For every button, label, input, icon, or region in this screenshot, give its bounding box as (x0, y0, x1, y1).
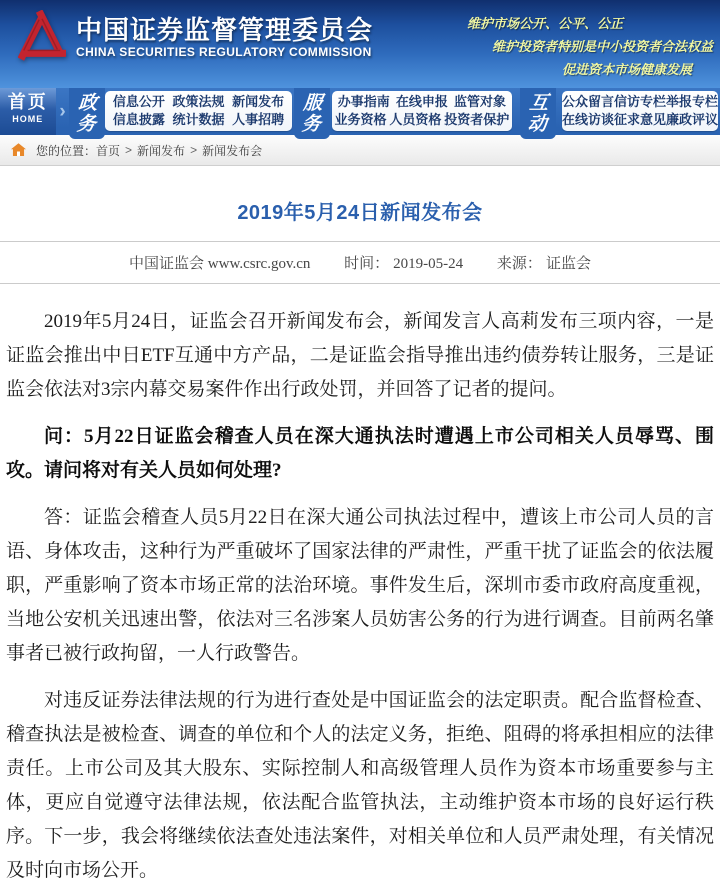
nav-item-recruitment[interactable]: 人事招聘 (232, 112, 285, 127)
slogan-line: 维护市场公开、公平、公正 (466, 16, 623, 31)
nav-item-policies-regulations[interactable]: 政策法规 (172, 94, 225, 109)
paragraph-closing: 对违反证券法律法规的行为进行查处是中国证监会的法定职责。配合监督检查、稽查执法是被检查、调查的单位和个人的法定义务，拒绝、阻碍的将承担相应的法律责任。上市公司及其大股东、实际控制人和高级管理人员作为资本市场重要参与主体，更应自觉遵守法律法规，依法配合监管执法，主动维护资本市场的良好运行秩序。下一步，我会将继续依法查处违法案件，对相关单位和人员严肃处理，有关情况及时向市场公开。 (6, 690, 714, 881)
slogan-line: 促进资本市场健康发展 (561, 62, 692, 77)
paragraph-intro: 2019年5月24日，证监会召开新闻发布会，新闻发言人高莉发布三项内容，一是证监会推出中日ETF互通中方产品，二是证监会指导推出违约债券转让服务，三是证监会依法对3宗内幕交易案件作出行政处罚，并回答了记者的提问。 (6, 311, 714, 400)
slogan-line: 维护投资者特别是中小投资者合法权益 (491, 39, 713, 54)
header-slogans (390, 12, 720, 81)
site-header (0, 0, 720, 88)
nav-tab-label: 政务 (76, 92, 99, 135)
breadcrumb-current-page: 新闻发布会 (202, 143, 263, 158)
nav-item-online-interview[interactable]: 在线访谈 (561, 112, 614, 127)
meta-time-value: 2019-05-24 (393, 256, 464, 272)
nav-tab-label: 互动 (527, 92, 550, 135)
chevron-right-icon: › (59, 101, 66, 122)
nav-item-online-filing[interactable]: 在线申报 (395, 94, 448, 109)
article (0, 166, 720, 888)
meta-source-value: 证监会 (545, 256, 591, 272)
meta-source-label: 来源： (496, 256, 542, 272)
nav-item-investor-protection[interactable]: 投资者保护 (444, 112, 510, 127)
nav-group-services (332, 91, 513, 131)
meta-site: 中国证监会 www.csrc.gov.cn (129, 256, 311, 272)
nav-item-service-guide[interactable]: 办事指南 (337, 94, 390, 109)
nav-item-statistics[interactable]: 统计数据 (172, 112, 225, 127)
org-name-cn: 中国证券监督管理委员会 (76, 15, 374, 45)
breadcrumb-news-release-link[interactable]: 新闻发布 (137, 143, 186, 158)
nav-home-label-en: HOME (12, 114, 44, 124)
nav-item-personnel-qualification[interactable]: 人员资格 (389, 112, 442, 127)
article-meta (0, 242, 720, 283)
home-icon[interactable] (11, 143, 26, 157)
nav-group-interaction (562, 91, 718, 131)
nav-item-listed-disclosure[interactable]: 信息披露 (112, 112, 165, 127)
nav-item-public-messages[interactable]: 公众留言 (561, 94, 614, 109)
article-body (0, 284, 720, 888)
nav-home-button[interactable] (0, 88, 56, 135)
nav-item-news-release[interactable]: 新闻发布 (232, 94, 285, 109)
nav-tab-label: 服务 (300, 92, 323, 135)
nav-item-info-disclosure[interactable]: 信息公开 (112, 94, 165, 109)
nav-item-petition-column[interactable]: 信访专栏 (613, 94, 666, 109)
nav-group-government-affairs (105, 91, 292, 131)
breadcrumb-separator: > (190, 143, 198, 157)
breadcrumb-home-link[interactable]: 首页 (96, 143, 121, 158)
nav-item-regulated-entities[interactable]: 监管对象 (454, 94, 507, 109)
nav-tab-interaction[interactable] (520, 88, 556, 139)
nav-item-report-column[interactable]: 举报专栏 (665, 94, 718, 109)
brand-link[interactable] (18, 10, 373, 64)
breadcrumb-prefix: 您的位置： (36, 143, 97, 158)
nav-tab-government-affairs[interactable] (69, 88, 105, 139)
paragraph-answer: 答：证监会稽查人员5月22日在深大通公司执法过程中，遭该上市公司人员的言语、身体攻击，这种行为严重破坏了国家法律的严肃性，严重干扰了证监会的依法履职，严重影响了资本市场正常的法治环境。事件发生后，深圳市委市政府高度重视，当地公安机关迅速出警，依法对三名涉案人员妨害公务的行为进行调查。目前两名肇事者已被行政拘留，一人行政警告。 (6, 507, 714, 664)
meta-time-label: 时间： (344, 256, 390, 272)
nav-tab-services[interactable] (294, 88, 330, 139)
breadcrumb-separator: > (125, 143, 133, 157)
nav-item-solicit-opinions[interactable]: 征求意见 (613, 112, 666, 127)
csrc-logo-icon (18, 10, 66, 64)
nav-item-integrity-review[interactable]: 廉政评议 (665, 112, 718, 127)
main-nav (0, 88, 720, 135)
breadcrumb (0, 135, 720, 166)
nav-home-label-cn: 首页 (7, 92, 48, 112)
org-name-en: CHINA SECURITIES REGULATORY COMMISSION (76, 45, 372, 59)
paragraph-question: 问：5月22日证监会稽查人员在深大通执法时遭遇上市公司相关人员辱骂、围攻。请问将对有关人员如何处理? (6, 426, 714, 481)
article-title: 2019年5月24日新闻发布会 (237, 202, 483, 224)
nav-item-business-qualification[interactable]: 业务资格 (334, 112, 387, 127)
